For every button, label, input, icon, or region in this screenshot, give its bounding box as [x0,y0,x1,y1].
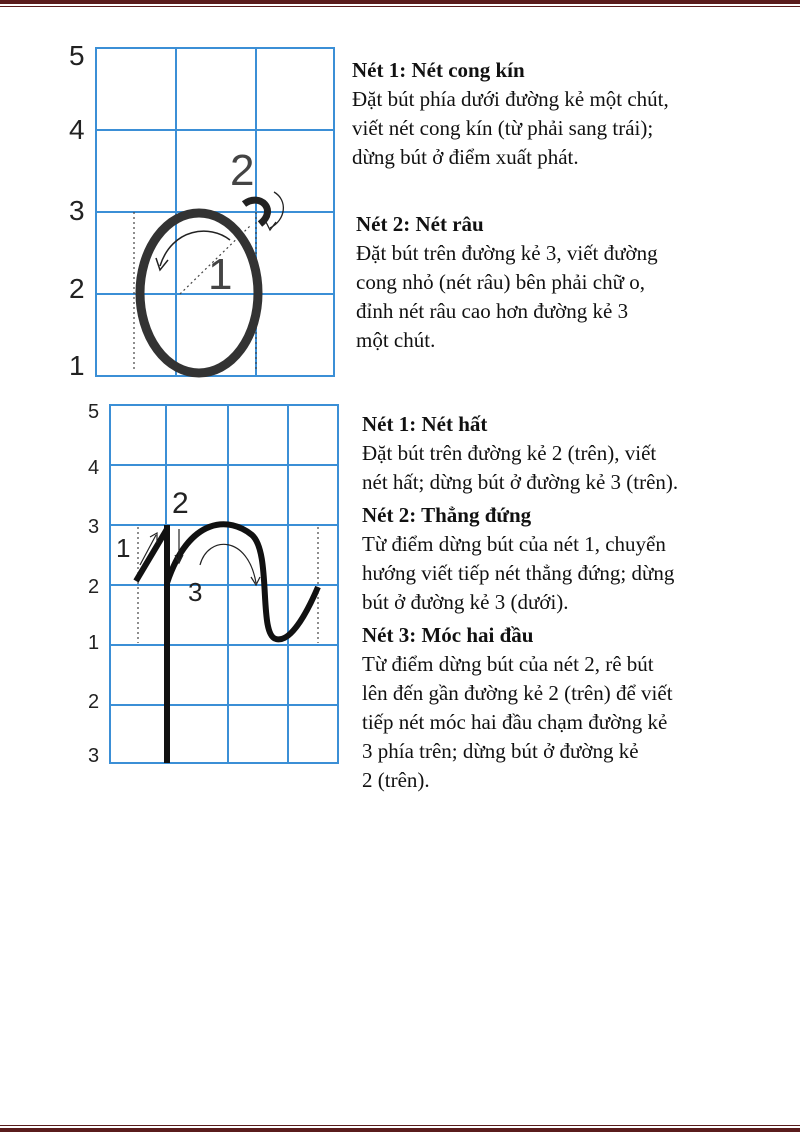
step-heading: Nét 2: Thẳng đứng [362,503,532,527]
step-line: 3 phía trên; dừng bút ở đường kẻ [362,739,639,763]
letter-p-grid [80,395,350,775]
step-line: tiếp nét móc hai đầu chạm đường kẻ [362,710,668,734]
step-heading: Nét 1: Nét hất [362,412,488,436]
step-line: Từ điểm dừng bút của nét 1, chuyển [362,532,666,556]
row-number: 4 [69,114,85,145]
letter-o-instructions [352,56,792,355]
letter-p-figure [80,395,350,775]
row-number: 3 [69,195,85,226]
row-number: 3 [88,516,100,538]
step-line: đỉnh nét râu cao hơn đường kẻ 3 [356,299,629,323]
row-number: 1 [69,350,85,381]
step-2-section [362,501,792,617]
step-3-section [362,621,792,795]
page-border-bottom [0,1122,800,1132]
step-heading: Nét 2: Nét râu [356,212,484,236]
row-number: 2 [88,691,100,713]
step-heading: Nét 1: Nét cong kín [352,58,525,82]
page-border-top [0,0,800,10]
letter-o-grid [60,40,350,390]
step-line: lên đến gần đường kẻ 2 (trên) để viết [362,681,673,705]
step-line: Đặt bút trên đường kẻ 3, viết đường [356,241,658,265]
row-number: 2 [88,576,100,598]
step-1-section [362,410,792,497]
row-number: 5 [69,40,85,71]
step-line: dừng bút ở điểm xuất phát. [352,145,579,169]
step-line: nét hất; dừng bút ở đường kẻ 3 (trên). [362,470,679,494]
step-line: hướng viết tiếp nét thẳng đứng; dừng [362,561,675,585]
letter-o-figure [60,40,350,390]
letter-p-instructions [362,410,792,795]
row-number: 2 [69,273,85,304]
row-number: 5 [88,401,100,423]
step-line: viết nét cong kín (từ phải sang trái); [352,116,654,140]
step-line: 2 (trên). [362,768,430,792]
stroke-label: 1 [208,250,233,299]
row-number: 3 [88,745,100,767]
step-1-section [352,56,792,172]
step-line: cong nhỏ (nét râu) bên phải chữ o, [356,270,645,294]
step-line: một chút. [356,328,436,352]
step-line: bút ở đường kẻ 3 (dưới). [362,590,569,614]
stroke-label: 2 [172,487,189,520]
step-line: Đặt bút trên đường kẻ 2 (trên), viết [362,441,657,465]
row-number: 1 [88,632,100,654]
step-line: Đặt bút phía dưới đường kẻ một chút, [352,87,669,111]
stroke-label: 2 [230,146,255,195]
step-line: Từ điểm dừng bút của nét 2, rê bút [362,652,654,676]
row-number: 4 [88,457,100,479]
stroke-label: 3 [188,577,203,607]
step-2-section [356,210,792,355]
stroke-label: 1 [116,533,131,563]
step-heading: Nét 3: Móc hai đầu [362,623,534,647]
